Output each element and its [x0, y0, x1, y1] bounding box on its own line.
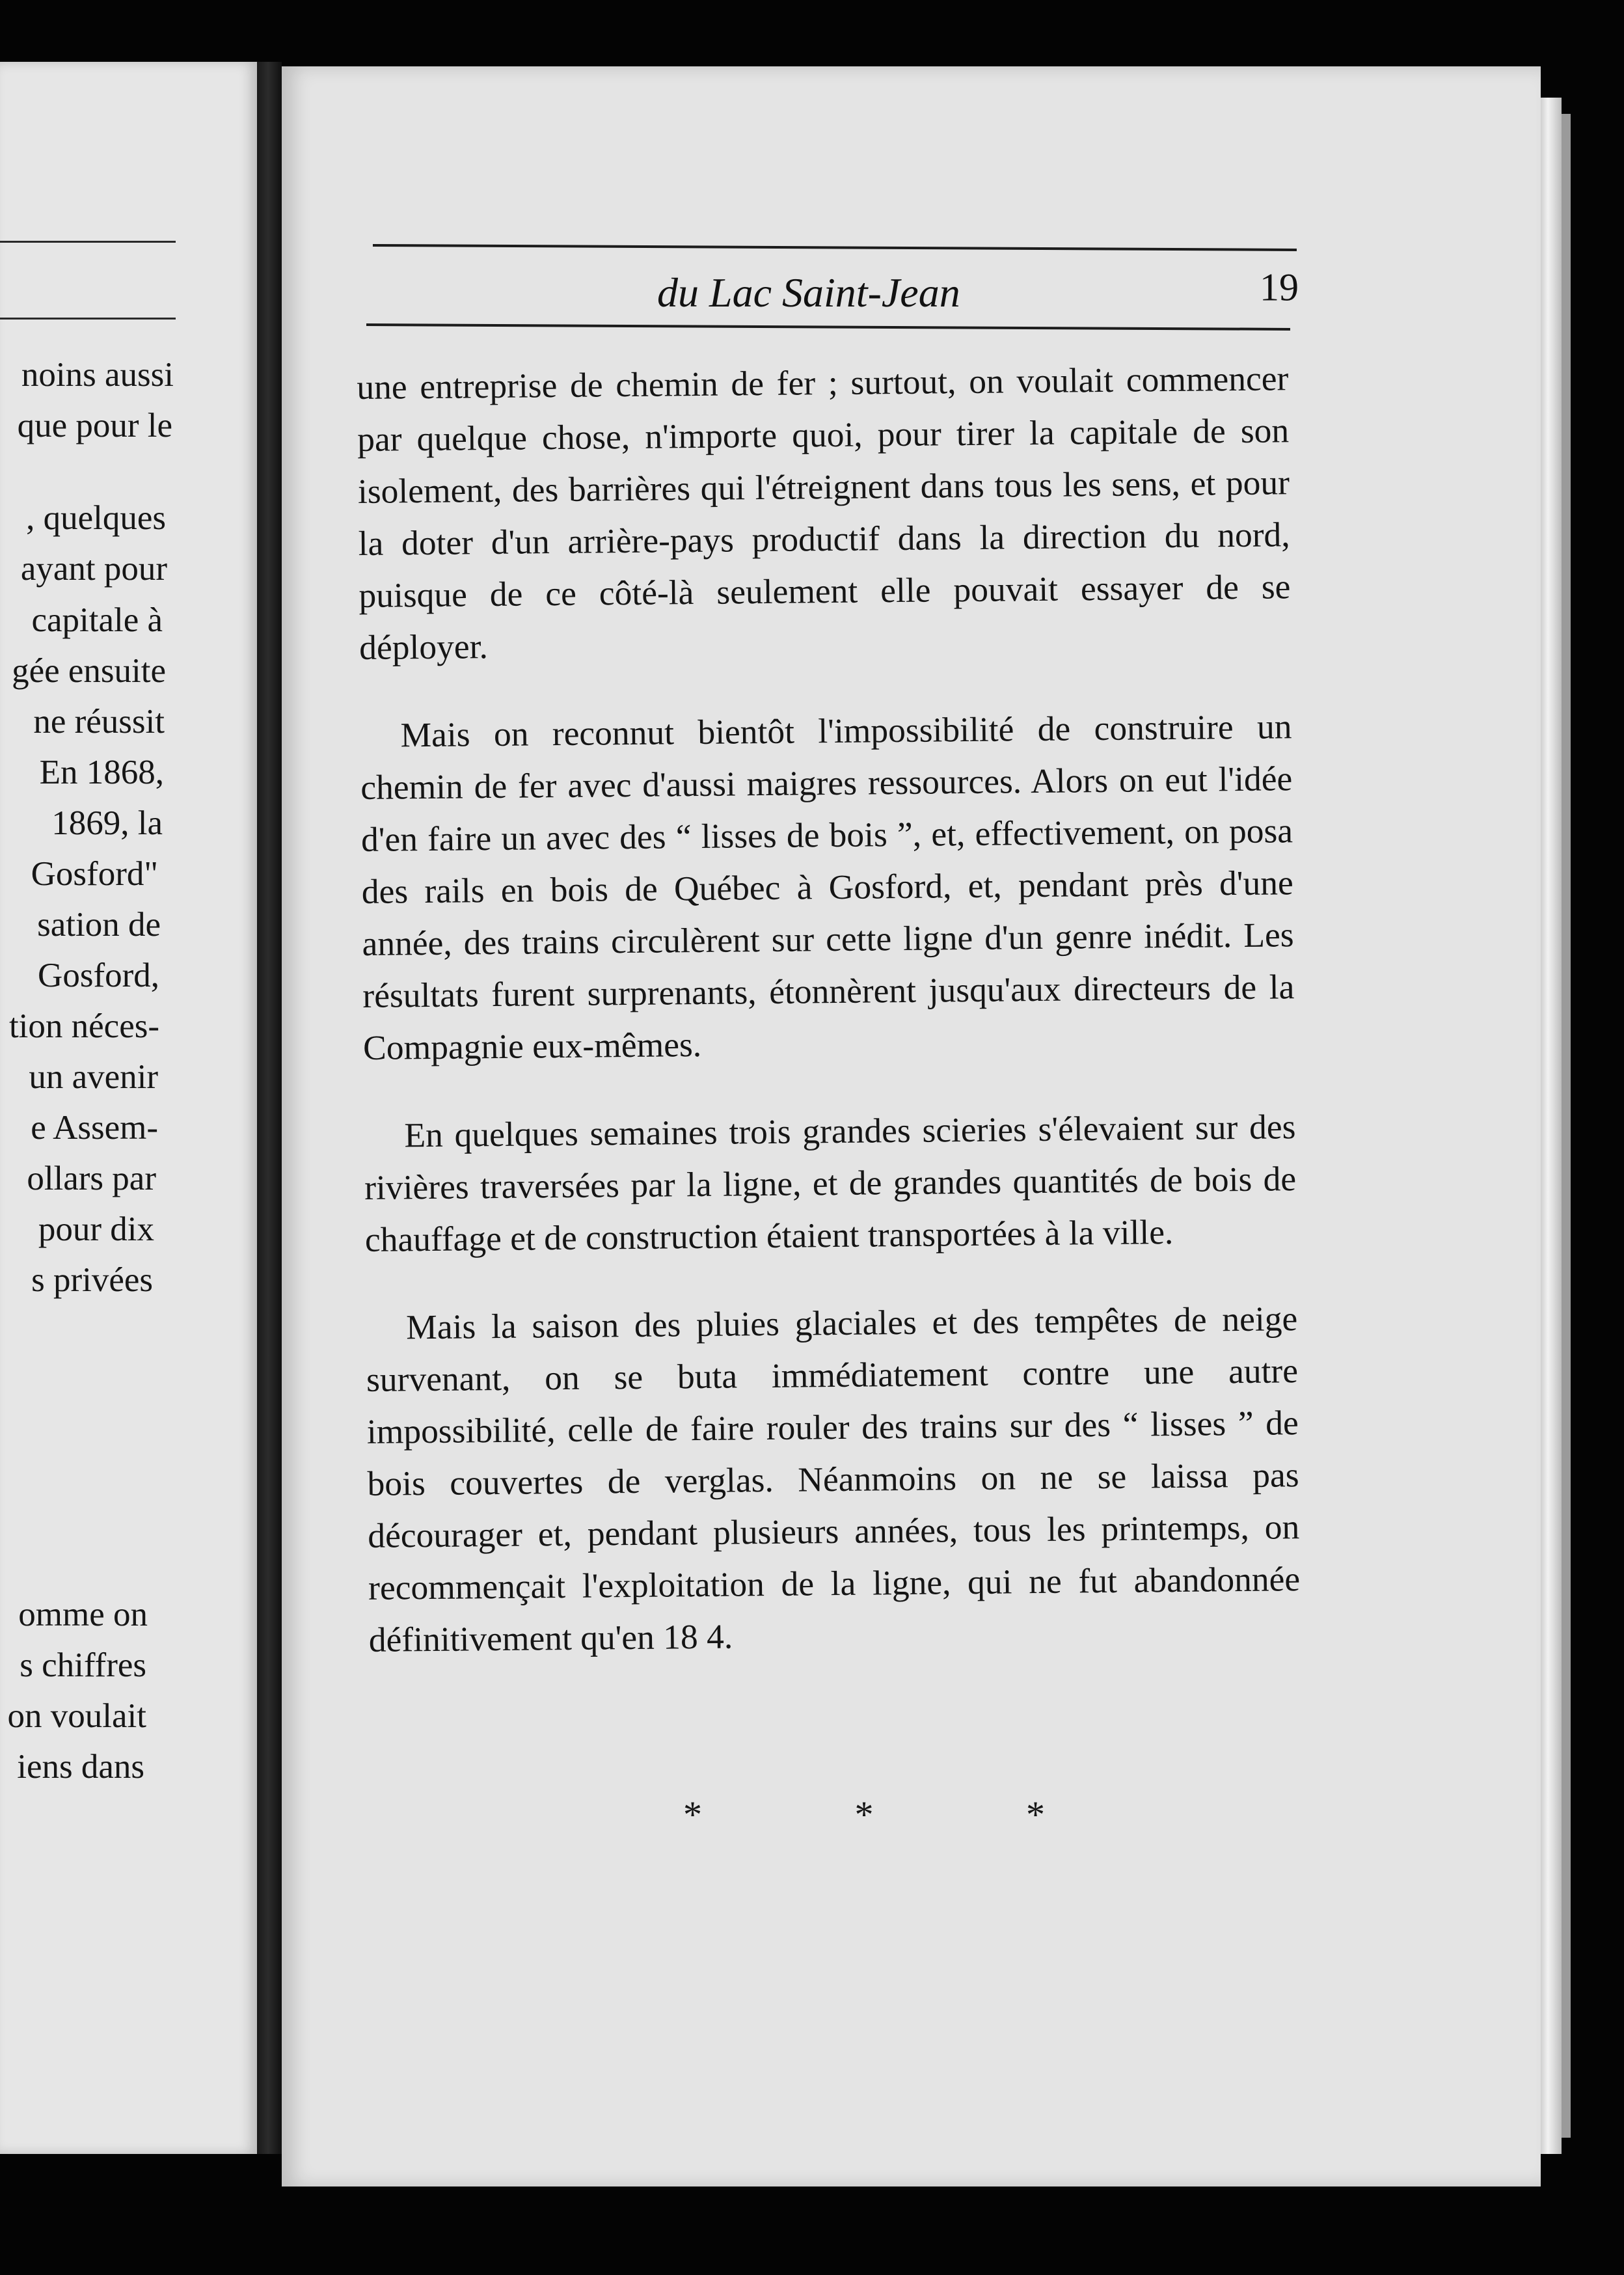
- left-page-line: un avenir: [29, 1058, 158, 1096]
- running-title: du Lac Saint-Jean: [657, 269, 960, 316]
- left-page-line: capitale à: [31, 601, 163, 639]
- left-page-line: que pour le: [17, 407, 172, 444]
- left-page-line: on voulait: [7, 1697, 146, 1735]
- left-page-line: En 1868,: [39, 754, 164, 791]
- left-page-line: ayant pour: [20, 550, 167, 588]
- left-page-line: 1869, la: [51, 804, 163, 842]
- left-page-line: ollars par: [27, 1160, 156, 1197]
- paragraph: une entreprise de chemin de fer ; surtout, on voulait commencer par quelque chose, n'importe quoi, pour tirer la capitale de son isolement, des barrières qui l'étreignent dans tous les sens, et pour la doter d'un arrière-pays productif dans la direction du nord, puisque de ce côté-là seulement elle pouvait essayer de se déployer.: [357, 359, 1291, 667]
- left-page-rule-bottom: [0, 318, 176, 320]
- page-number: 19: [1260, 266, 1299, 309]
- left-page-line: ne réussit: [33, 703, 165, 741]
- left-page-line: s privées: [31, 1261, 153, 1299]
- left-page-line: gée ensuite: [12, 652, 166, 690]
- left-page-line: noins aussi: [21, 356, 174, 394]
- paragraph: Mais la saison des pluies glaciales et des tempêtes de neige survenant, on se buta immédiatement contre une autre impossibilité, celle de faire rouler des trains sur des “ lisses ” de bois couvertes de verglas. Néanmoins on ne se laissa pas décourager et, pendant plusieurs années, tous les printemps, on recommençait l'exploitation de la ligne, qui ne fut abandonnée définitivement qu'en 18 4.: [366, 1299, 1301, 1659]
- left-page-line: iens dans: [17, 1748, 144, 1786]
- book-spine: [257, 62, 282, 2154]
- page-edge-shadow: [1562, 114, 1571, 2138]
- left-page-line: e Assem-: [31, 1109, 158, 1147]
- paragraph: En quelques semaines trois grandes scieries s'élevaient sur des rivières traversées par la ligne, et de grandes quantités de bois de chauffage et de construction étaient transportées à la ville.: [364, 1107, 1297, 1259]
- left-page-line: Gosford,: [38, 957, 159, 994]
- left-page-line: tion néces-: [8, 1007, 159, 1045]
- body-text: [357, 352, 1301, 1702]
- left-page-rule-top: [0, 241, 176, 243]
- page-edge: [1541, 98, 1562, 2154]
- left-page-line: Gosford": [31, 855, 158, 893]
- left-page-line: s chiffres: [20, 1646, 146, 1684]
- left-page-line: sation de: [37, 906, 161, 944]
- left-page-line: omme on: [18, 1596, 148, 1633]
- section-separator: * * *: [683, 1793, 1116, 1836]
- left-page-line: pour dix: [38, 1210, 154, 1248]
- left-page-line: , quelques: [26, 499, 166, 537]
- left-facing-page: [0, 62, 257, 2154]
- paragraph: Mais on reconnut bientôt l'impossibilité de construire un chemin de fer avec d'aussi maigres ressources. Alors on eut l'idée d'en faire un avec des “ lisses de bois ”, et, effectivement, on posa des rails en bois de Québec à Gosford, et, pendant près d'une année, des trains circulèrent sur cette ligne d'un genre inédit. Les résultats furent surprenants, étonnèrent jusqu'aux directeurs de la Compagnie eux-mêmes.: [360, 707, 1295, 1067]
